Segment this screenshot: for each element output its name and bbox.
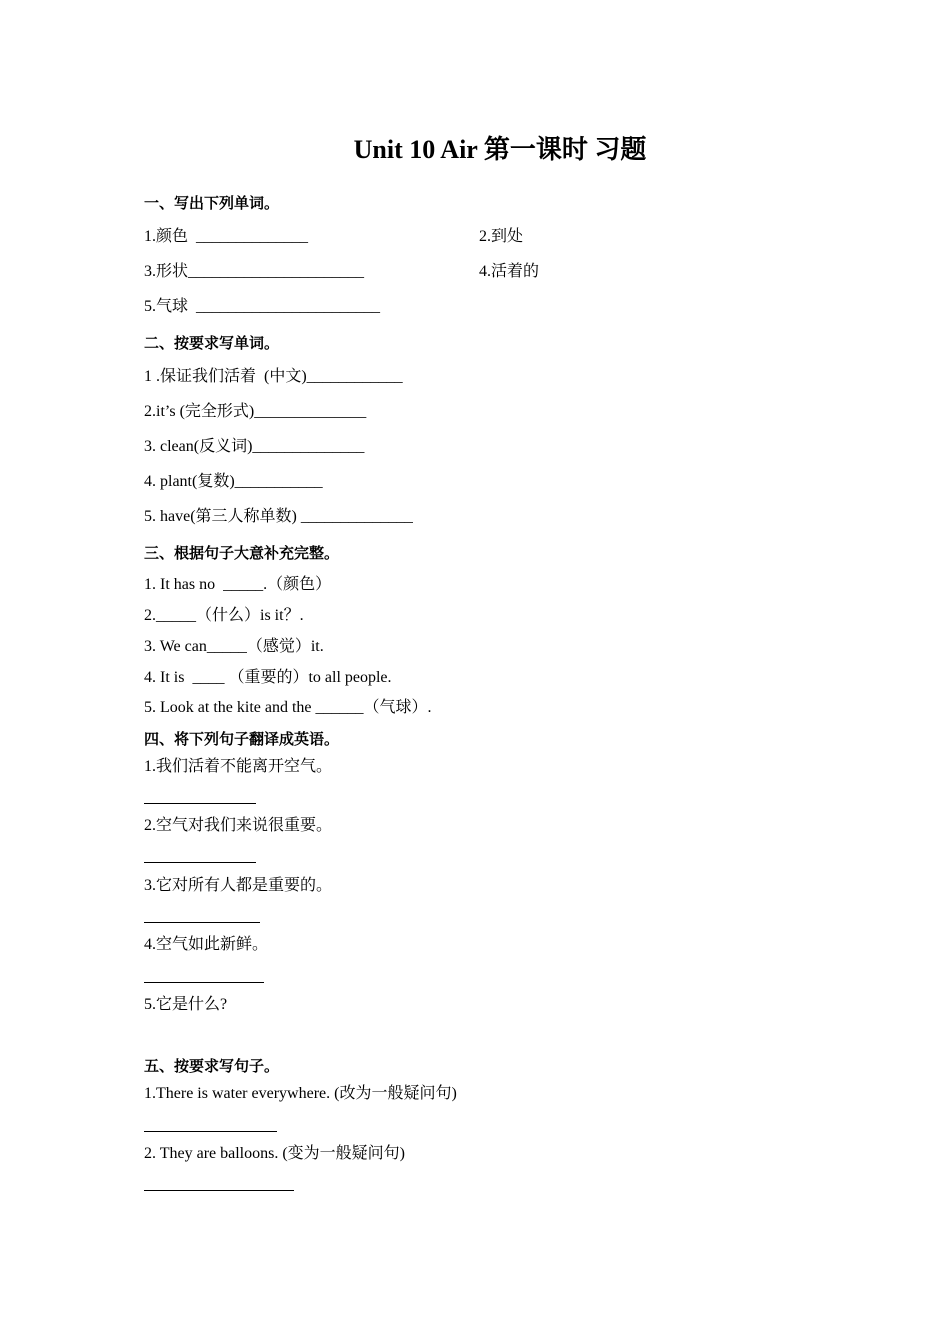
- section4-heading: 四、将下列句子翻译成英语。: [144, 730, 340, 748]
- answer-blank-line: [144, 1190, 294, 1191]
- section5-item-1: 1.There is water everywhere. (改为一般疑问句): [144, 1085, 457, 1102]
- section4-item-2: 2.空气对我们来说很重要。: [144, 817, 333, 834]
- section4-item-3: 3.它对所有人都是重要的。: [144, 877, 333, 894]
- section5-item-2: 2. They are balloons. (变为一般疑问句): [144, 1145, 405, 1162]
- answer-blank-line: [144, 922, 260, 923]
- section3-item-2: 2._____（什么）is it？.: [144, 607, 304, 624]
- section2-item-5: 5. have(第三人称单数) ______________: [144, 508, 413, 525]
- section3-item-1: 1. It has no _____.（颜色）: [144, 576, 332, 593]
- section1-item-1: 1.颜色 ______________: [144, 228, 309, 245]
- section3-item-3: 3. We can_____（感觉）it.: [144, 638, 324, 655]
- answer-blank-line: [144, 862, 256, 863]
- section4-item-5: 5.它是什么?: [144, 996, 228, 1013]
- section1-heading: 一、写出下列单词。: [144, 194, 280, 212]
- answer-blank-line: [144, 982, 264, 983]
- section2-item-4: 4. plant(复数)___________: [144, 473, 323, 490]
- section2-item-3: 3. clean(反义词)______________: [144, 438, 365, 455]
- section3-heading: 三、根据句子大意补充完整。: [144, 544, 340, 562]
- answer-blank-line: [144, 1131, 277, 1132]
- section2-heading: 二、按要求写单词。: [144, 334, 280, 352]
- section5-heading: 五、按要求写句子。: [144, 1057, 280, 1075]
- section1-item-2: 2.到处: [479, 228, 524, 245]
- section1-item-3: 3.形状______________________: [144, 263, 365, 280]
- section4-item-1: 1.我们活着不能离开空气。: [144, 758, 333, 775]
- section2-item-1: 1 .保证我们活着 (中文)____________: [144, 368, 403, 385]
- section1-item-5: 5.气球 _______________________: [144, 298, 381, 315]
- section4-item-4: 4.空气如此新鲜。: [144, 936, 269, 953]
- section3-item-5: 5. Look at the kite and the ______（气球）.: [144, 699, 432, 716]
- answer-blank-line: [144, 803, 256, 804]
- page-title: Unit 10 Air 第一课时 习题: [353, 135, 647, 164]
- section1-item-4: 4.活着的: [479, 263, 540, 280]
- section2-item-2: 2.it’s (完全形式)______________: [144, 403, 367, 420]
- section3-item-4: 4. It is ____ （重要的）to all people.: [144, 669, 392, 686]
